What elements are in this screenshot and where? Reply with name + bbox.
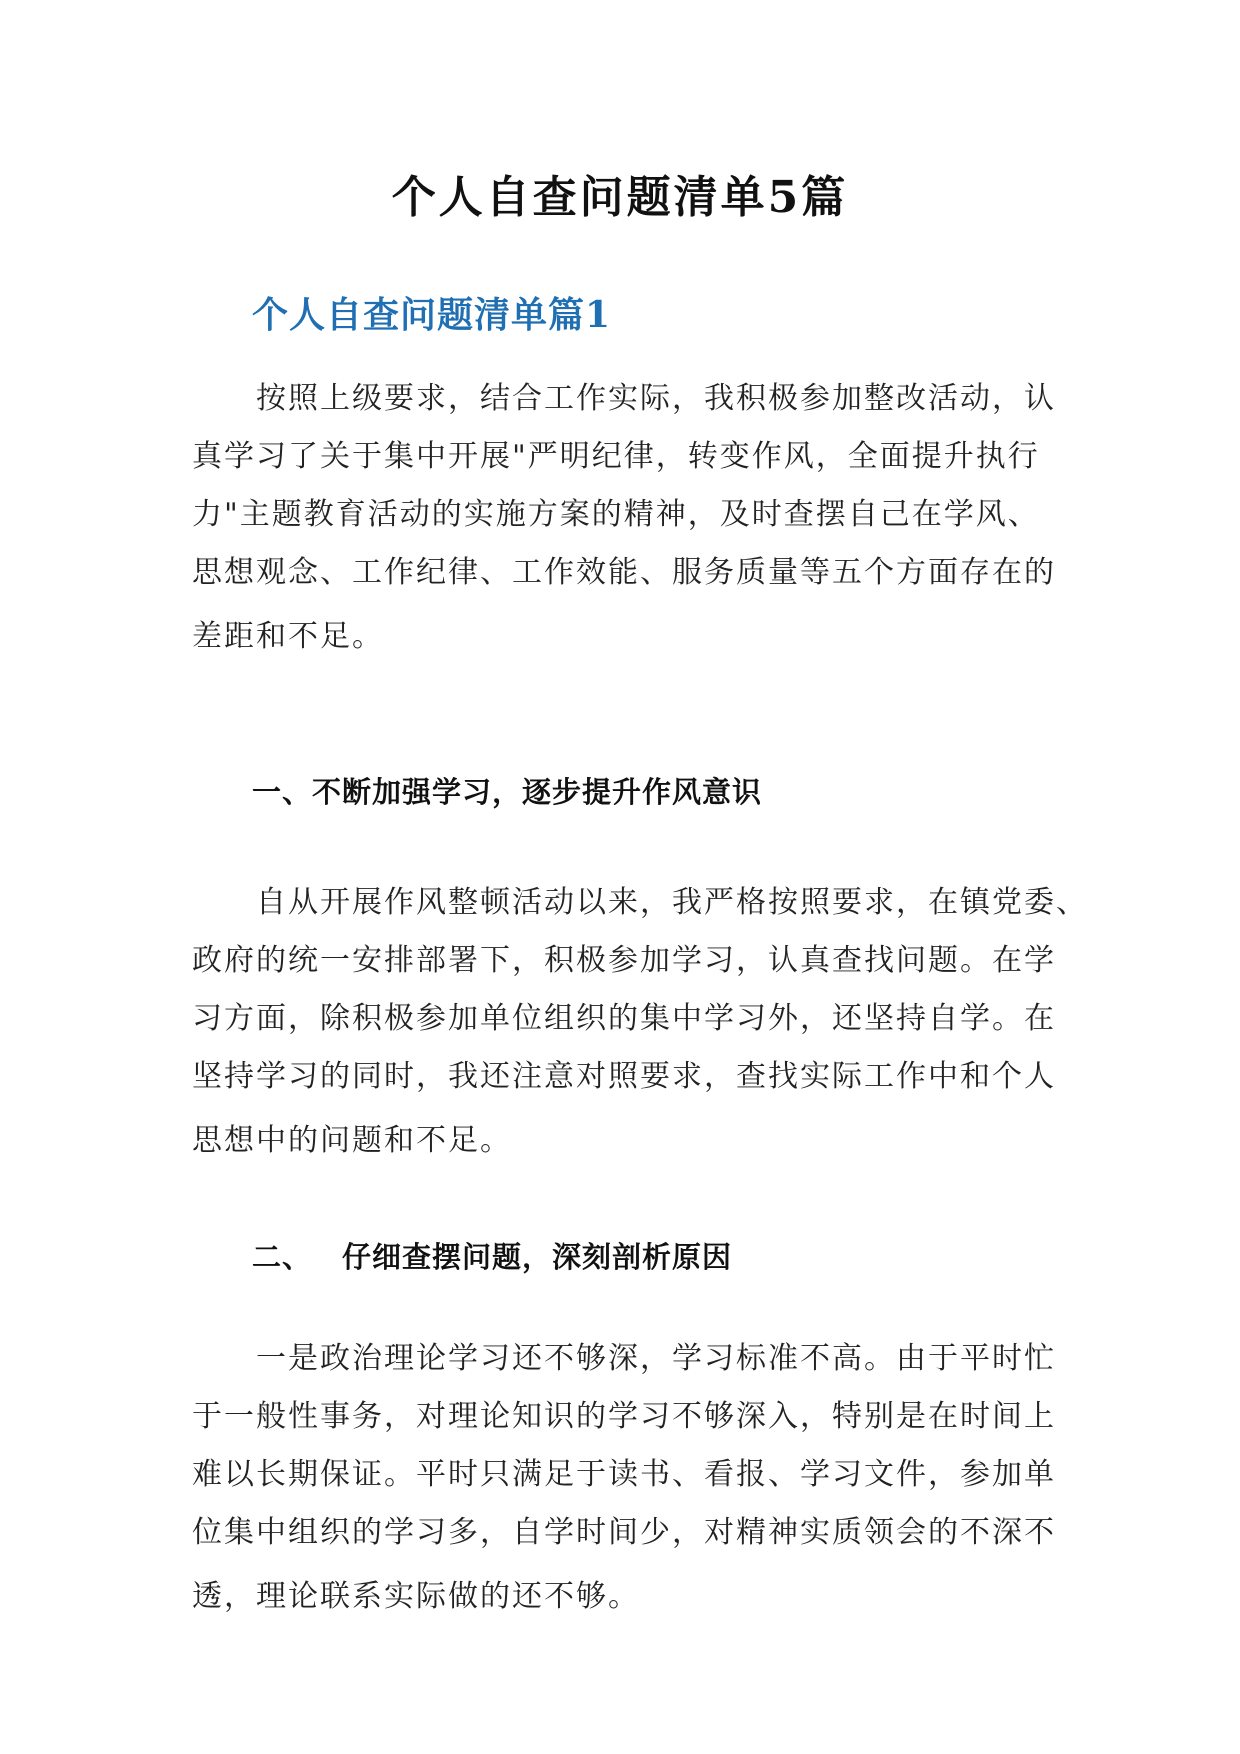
document-title: 个人自查问题清单5篇 [391,172,849,223]
paragraph-line: 力"主题教育活动的实施方案的精神，及时查摆自己在学风、 [192,497,1040,532]
paragraph-intro [192,370,1072,666]
sub-heading-2 [252,1235,732,1279]
section-heading: 个人自查问题清单篇1 [252,294,612,336]
sub-heading-text: 仔细查摆问题，深刻剖析原因 [342,1240,733,1274]
paragraph-line: 一是政治理论学习还不够深，学习标准不高。由于平时忙 [256,1341,1056,1376]
paragraph-line: 思想观念、工作纪律、工作效能、服务质量等五个方面存在的 [192,555,1056,590]
paragraph-line: 坚持学习的同时，我还注意对照要求，查找实际工作中和个人 [192,1059,1056,1094]
paragraph-line: 思想中的问题和不足。 [192,1123,512,1158]
paragraph-line: 差距和不足。 [192,619,384,654]
paragraph-line: 透，理论联系实际做的还不够。 [192,1579,640,1614]
paragraph-line: 按照上级要求，结合工作实际，我积极参加整改活动，认 [256,381,1056,416]
paragraph-line: 自从开展作风整顿活动以来，我严格按照要求，在镇党委、 [256,885,1088,920]
sub-heading-number: 二、 [252,1240,313,1274]
paragraph-line: 习方面，除积极参加单位组织的集中学习外，还坚持自学。在 [192,1001,1056,1036]
paragraph-line: 位集中组织的学习多，自学时间少，对精神实质领会的不深不 [192,1515,1056,1550]
paragraph-line: 于一般性事务，对理论知识的学习不够深入，特别是在时间上 [192,1399,1056,1434]
paragraph-line: 真学习了关于集中开展"严明纪律，转变作风，全面提升执行 [192,439,1040,474]
sub-heading-1: 一、不断加强学习，逐步提升作风意识 [252,775,763,809]
paragraph-line: 难以长期保证。平时只满足于读书、看报、学习文件，参加单 [192,1457,1056,1492]
paragraph-problems [192,1330,1072,1626]
paragraph-line: 政府的统一安排部署下，积极参加学习，认真查找问题。在学 [192,943,1056,978]
paragraph-study [192,874,1088,1170]
